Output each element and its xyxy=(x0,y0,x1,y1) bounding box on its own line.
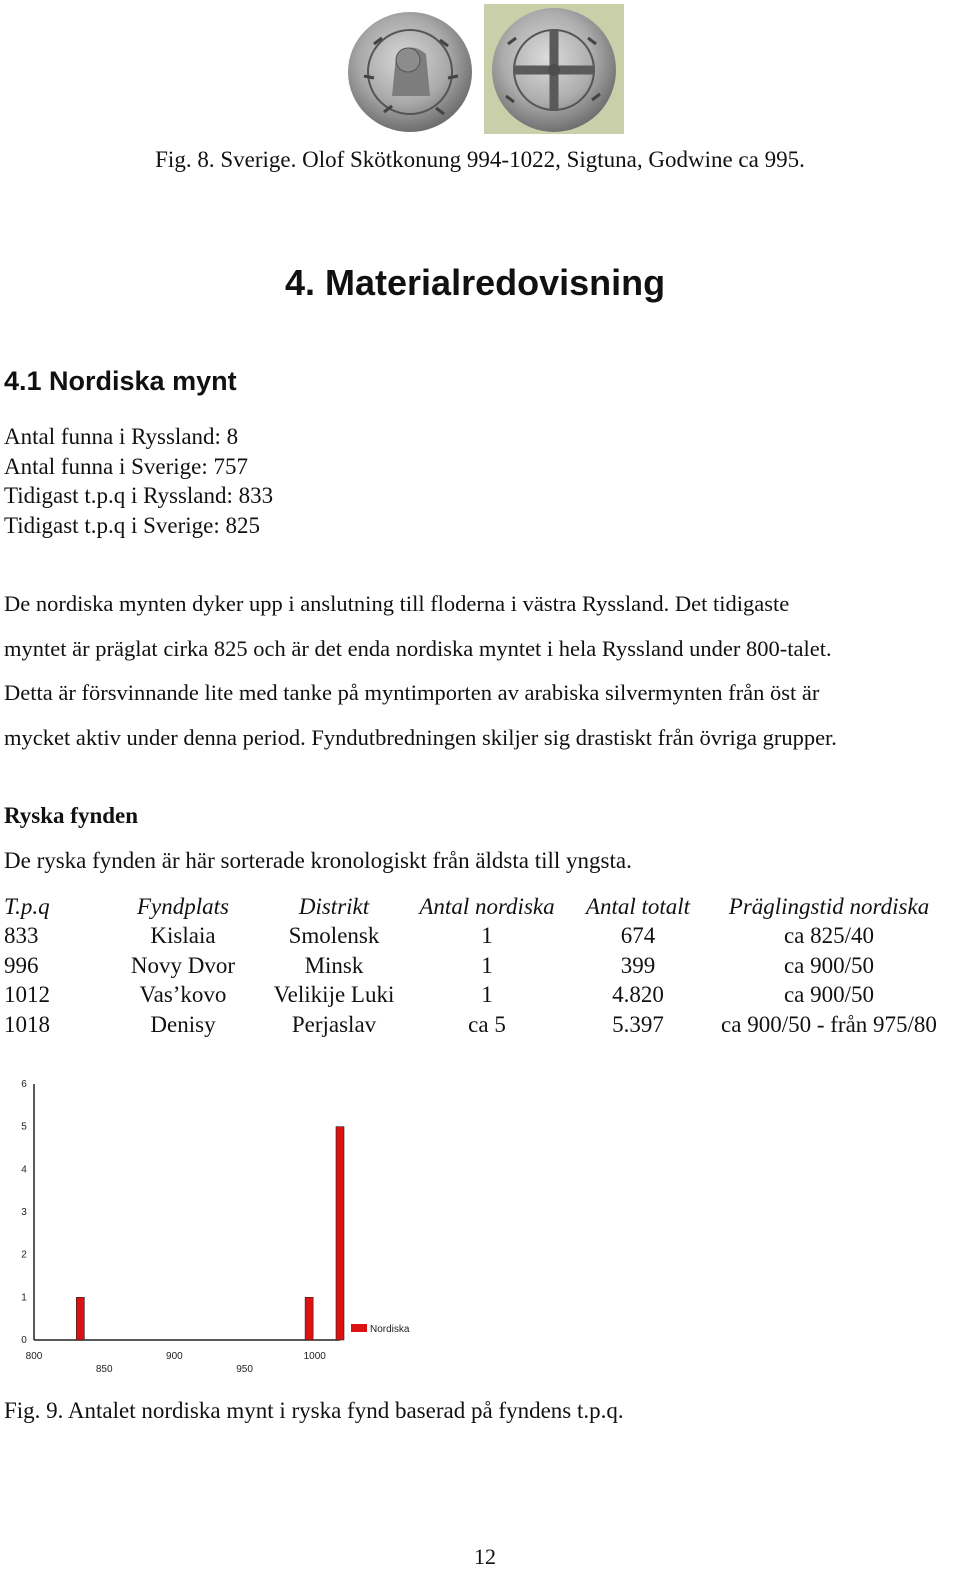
column-header-tpq: T.p.q xyxy=(4,893,50,919)
table-cell: ca 900/50 xyxy=(783,982,875,1008)
x-tick-label: 850 xyxy=(95,1364,113,1375)
table-cell: 1 xyxy=(481,982,493,1008)
bar-nordiska xyxy=(305,1297,313,1340)
table-row xyxy=(4,1010,954,1040)
subsection-title: 4.1 Nordiska mynt xyxy=(4,366,237,396)
table-row xyxy=(4,981,954,1011)
russian-finds-table xyxy=(4,892,954,1040)
column-header-fyndplats: Fyndplats xyxy=(137,893,229,919)
table-cell: 1 xyxy=(481,952,493,978)
figure-8-caption: Fig. 8. Sverige. Olof Skötkonung 994-1022, Sigtuna, Godwine ca 995. xyxy=(155,147,805,172)
russian-finds-heading: Ryska fynden xyxy=(4,803,139,828)
x-tick-label: 800 xyxy=(25,1351,43,1362)
table-cell: 5.397 xyxy=(612,1011,664,1037)
x-tick-label: 900 xyxy=(166,1351,183,1362)
stat-found-sweden: Antal funna i Sverige: 757 xyxy=(4,453,249,479)
table-cell: Vas’kovo xyxy=(139,982,227,1008)
y-tick-label: 6 xyxy=(21,1079,27,1090)
stat-earliest-tpq-russia: Tidigast t.p.q i Ryssland: 833 xyxy=(4,483,274,508)
y-tick-label: 0 xyxy=(21,1335,27,1346)
table-cell: 399 xyxy=(620,952,656,978)
nordic-coins-bar-chart xyxy=(0,1076,440,1376)
y-tick-label: 2 xyxy=(21,1249,27,1261)
table-cell: Denisy xyxy=(150,1011,216,1037)
table-cell: Smolensk xyxy=(288,923,380,949)
table-cell: ca 900/50 xyxy=(783,952,875,978)
table-cell: Kislaia xyxy=(150,923,216,949)
legend-label-nordiska: Nordiska xyxy=(370,1324,410,1335)
table-row xyxy=(4,951,954,981)
table-cell: Novy Dvor xyxy=(130,952,236,978)
x-tick-label: 1000 xyxy=(303,1351,326,1362)
table-cell: Minsk xyxy=(304,952,364,978)
body-line: De nordiska mynten dyker upp i anslutning till floderna i västra Ryssland. Det tidigaste xyxy=(4,591,790,616)
y-tick-label: 5 xyxy=(21,1121,27,1133)
table-cell: Velikije Luki xyxy=(273,982,395,1008)
table-cell: 1 xyxy=(481,923,493,949)
y-tick-label: 4 xyxy=(21,1164,27,1176)
column-header-antal-nordiska: Antal nordiska xyxy=(419,893,555,919)
table-cell: 674 xyxy=(620,923,656,949)
coin-reverse-image xyxy=(484,4,624,134)
bar-nordiska xyxy=(336,1127,344,1340)
table-header-row xyxy=(4,892,954,922)
body-line: myntet är präglat cirka 825 och är det enda nordiska myntet i hela Ryssland under 800-talet. xyxy=(4,635,832,661)
body-line: Detta är försvinnande lite med tanke på myntimporten av arabiska silvermynten från öst är xyxy=(4,680,820,705)
table-cell: 1012 xyxy=(4,982,50,1008)
column-header-praglingstid: Präglingstid nordiska xyxy=(728,893,930,919)
coin-statistics xyxy=(4,422,273,540)
table-cell: Perjaslav xyxy=(291,1011,377,1037)
legend-swatch-nordiska xyxy=(351,1324,367,1332)
column-header-antal-totalt: Antal totalt xyxy=(585,893,691,919)
section-title: 4. Materialredovisning xyxy=(285,262,666,303)
bar-nordiska xyxy=(76,1297,84,1340)
stat-found-russia: Antal funna i Ryssland: 8 xyxy=(4,424,239,449)
table-cell: 4.820 xyxy=(612,982,664,1008)
column-header-distrikt: Distrikt xyxy=(298,893,370,919)
coin-obverse-image xyxy=(344,4,484,134)
table-cell: ca 5 xyxy=(468,1011,506,1037)
page-number: 12 xyxy=(474,1544,496,1569)
russian-finds-intro: De ryska fynden är här sorterade kronologiskt från äldsta till yngsta. xyxy=(4,848,632,873)
table-cell: 1018 xyxy=(4,1011,50,1037)
table-cell: 833 xyxy=(4,923,39,949)
table-cell: ca 900/50 - från 975/80 xyxy=(721,1011,937,1037)
stat-earliest-tpq-sweden: Tidigast t.p.q i Sverige: 825 xyxy=(4,512,260,538)
body-line: mycket aktiv under denna period. Fyndutbredningen skiljer sig drastiskt från övriga grupper. xyxy=(4,724,837,750)
table-row xyxy=(4,922,954,952)
y-tick-label: 3 xyxy=(21,1207,27,1218)
x-tick-label: 950 xyxy=(236,1364,253,1375)
body-paragraph xyxy=(4,582,960,760)
figure-9-caption: Fig. 9. Antalet nordiska mynt i ryska fynd baserad på fyndens t.p.q. xyxy=(4,1398,624,1423)
table-cell: ca 825/40 xyxy=(783,923,875,949)
y-tick-label: 1 xyxy=(21,1292,27,1304)
table-cell: 996 xyxy=(4,952,39,978)
